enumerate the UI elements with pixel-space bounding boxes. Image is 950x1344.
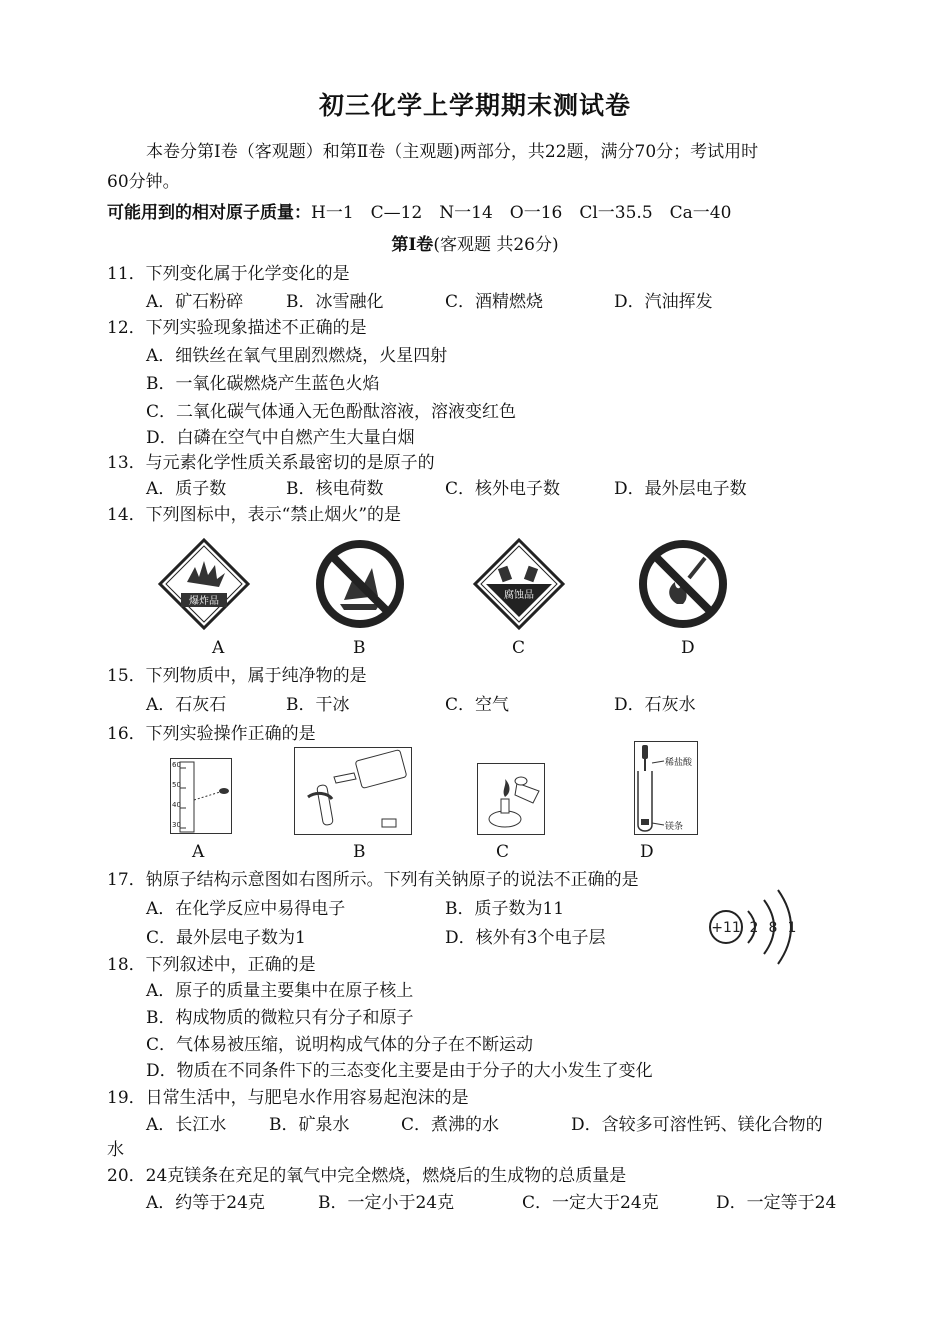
q17-option-c: C．最外层电子数为1 (146, 928, 306, 948)
explosive-hazard-icon (157, 537, 251, 631)
q11-option-b: B．冰雪融化 (286, 292, 384, 312)
q14-label-c: C (512, 638, 526, 658)
pouring-liquid-icon (294, 747, 412, 835)
q18-option-b: B．构成物质的微粒只有分子和原子 (146, 1008, 414, 1028)
atomic-mass-label: 可能用到的相对原子质量： (107, 203, 311, 223)
q12-option-d: D．白磷在空气中自燃产生大量白烟 (146, 428, 415, 448)
atomic-mass-values: H一1 C—12 N一14 O一16 Cl一35.5 Ca一40 (311, 203, 732, 223)
q12-option-b: B．一氧化碳燃烧产生蓝色火焰 (146, 374, 380, 394)
q13-option-b: B．核电荷数 (286, 479, 384, 499)
q15-option-b: B．干冰 (286, 695, 350, 715)
shell-1-electrons: 2 (749, 920, 759, 936)
q19-option-a: A．长江水 (146, 1115, 227, 1135)
q16-label-c: C (496, 842, 510, 862)
q18-option-d: D．物质在不同条件下的三态变化主要是由于分子的大小发生了变化 (146, 1061, 653, 1081)
q15-stem: 15．下列物质中，属于纯净物的是 (107, 666, 367, 686)
q19-option-d: D．含较多可溶性钙、镁化合物的 (571, 1115, 823, 1135)
shell-3-electrons: 1 (787, 920, 797, 936)
q19-option-c: C．煮沸的水 (401, 1115, 500, 1135)
q11-stem: 11．下列变化属于化学变化的是 (107, 264, 350, 284)
q17-option-b: B．质子数为11 (445, 899, 565, 919)
q13-option-a: A．质子数 (146, 479, 227, 499)
q17-option-d: D．核外有3个电子层 (445, 928, 606, 948)
q18-stem: 18．下列叙述中，正确的是 (107, 955, 316, 975)
cyl-tick-30: 30 (172, 821, 181, 829)
q20-option-c: C．一定大于24克 (522, 1193, 659, 1213)
no-fire-icon (637, 538, 729, 630)
q16-label-b: B (353, 842, 366, 862)
q20-option-b: B．一定小于24克 (318, 1193, 455, 1213)
q15-option-a: A．石灰石 (146, 695, 227, 715)
section-heading-bold: 第Ⅰ卷 (391, 235, 434, 255)
q20-option-d: D．一定等于24 (716, 1193, 837, 1213)
q14-stem: 14．下列图标中，表示“禁止烟火”的是 (107, 505, 402, 525)
atomic-mass-line (107, 203, 731, 223)
q19-option-b: B．矿泉水 (269, 1115, 350, 1135)
page-title: 初三化学上学期期末测试卷 (318, 91, 631, 120)
q12-stem: 12．下列实验现象描述不正确的是 (107, 318, 367, 338)
section-heading (0, 235, 950, 255)
q11-option-d: D．汽油挥发 (614, 292, 713, 312)
no-fireworks-icon (314, 538, 406, 630)
nucleus-label: +11 (711, 920, 741, 936)
q19-stem: 19．日常生活中，与肥皂水作用容易起泡沫的是 (107, 1088, 469, 1108)
sodium-atom-structure-diagram (704, 876, 804, 968)
q20-stem: 20．24克镁条在充足的氧气中完全燃烧，燃烧后的生成物的总质量是 (107, 1166, 627, 1186)
q18-option-a: A．原子的质量主要集中在原子核上 (146, 981, 414, 1001)
cyl-tick-60: 60 (172, 761, 181, 769)
q20-option-a: A．约等于24克 (146, 1193, 265, 1213)
q14-label-a: A (212, 638, 225, 658)
q14-label-b: B (353, 638, 366, 658)
intro-line-2: 60分钟。 (107, 172, 180, 192)
test-tube-acid-magnesium-icon (634, 741, 698, 835)
tube-label-mg: 镁条 (665, 822, 684, 832)
graduated-cylinder-reading-icon (170, 758, 232, 834)
q18-option-c: C．气体易被压缩，说明构成气体的分子在不断运动 (146, 1035, 534, 1055)
q16-label-d: D (640, 842, 654, 862)
q16-stem: 16．下列实验操作正确的是 (107, 724, 316, 744)
sign-a-label: 爆炸品 (189, 596, 219, 607)
q11-option-c: C．酒精燃烧 (445, 292, 544, 312)
q11-option-a: A．矿石粉碎 (146, 292, 244, 312)
sign-c-label: 腐蚀品 (504, 590, 534, 601)
alcohol-lamp-lighting-icon (477, 763, 545, 835)
cyl-tick-40: 40 (172, 801, 181, 809)
q15-option-d: D．石灰水 (614, 695, 696, 715)
q12-option-c: C．二氧化碳气体通入无色酚酞溶液，溶液变红色 (146, 402, 517, 422)
cyl-tick-50: 50 (172, 781, 181, 789)
q14-label-d: D (681, 638, 695, 658)
q13-option-c: C．核外电子数 (445, 479, 561, 499)
q13-stem: 13．与元素化学性质关系最密切的是原子的 (107, 453, 435, 473)
q12-option-a: A．细铁丝在氧气里剧烈燃烧，火星四射 (146, 346, 448, 366)
intro-line-1: 本卷分第Ⅰ卷（客观题）和第Ⅱ卷（主观题)两部分，共22题，满分70分；考试用时 (146, 142, 759, 162)
q17-option-a: A．在化学反应中易得电子 (146, 899, 346, 919)
q19-option-d-continued: 水 (107, 1140, 124, 1160)
q13-option-d: D．最外层电子数 (614, 479, 747, 499)
shell-2-electrons: 8 (768, 920, 778, 936)
q15-option-c: C．空气 (445, 695, 510, 715)
q16-label-a: A (192, 842, 205, 862)
corrosive-hazard-icon (472, 537, 566, 631)
tube-label-acid: 稀盐酸 (665, 758, 693, 768)
section-heading-rest: (客观题 共26分) (433, 235, 559, 255)
q17-stem: 17．钠原子结构示意图如右图所示。下列有关钠原子的说法不正确的是 (107, 870, 639, 890)
